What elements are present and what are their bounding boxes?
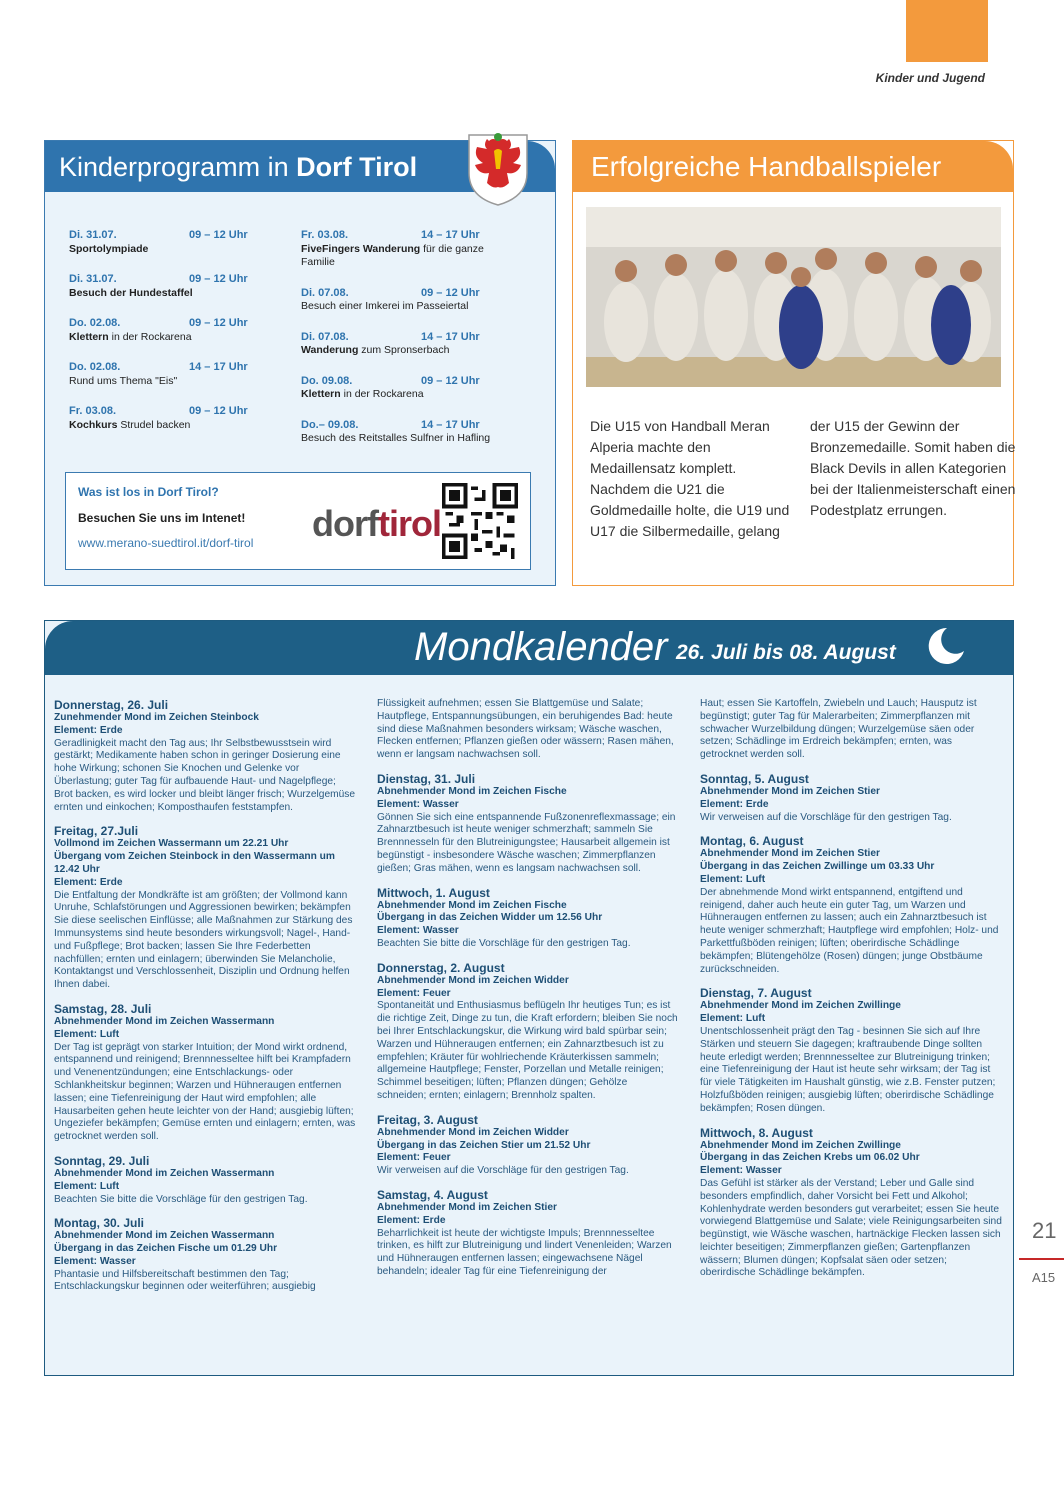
event-item: [69, 229, 279, 256]
info-visit: Besuchen Sie uns im Intenet!: [78, 511, 246, 525]
moon-day-text: Die Entfaltung der Mondkräfte ist am größten; der Vollmond kann Unruhe, Schlafstörungen und Aggressionen bewirken; bekämpfen Sie diese seelischen Einflüsse; alle Maßnahmen zur Stärkung des Immunsystems sind heute besonders wirkungsvoll; Nagel-, Hand- und Fußpflege; Brot backen; lassen Sie Ihre Federbetten nachfüllen; ernten und einlagern; überwinden Sie Melancholie, Kontaktangst und Verschlossenheit, Disziplin und Ordnung helfen Ihnen dabei.: [54, 889, 353, 991]
event-date: Di. 07.08.: [301, 286, 349, 299]
dorftirol-logo: [312, 503, 441, 545]
page-number: 21: [1032, 1218, 1057, 1243]
event-item: [301, 287, 511, 314]
kinderprogramm-title: [59, 152, 417, 183]
event-date: Do. 09.08.: [301, 374, 353, 387]
moon-day-subheading: Element: Feuer: [377, 987, 451, 999]
event-title: FiveFingers Wanderung: [301, 242, 421, 255]
event-text: für die ganze Familie: [301, 242, 484, 268]
moon-day-text: Wir verweisen auf die Vorschläge für den gestrigen Tag.: [377, 1165, 629, 1177]
qr-code-icon[interactable]: [442, 483, 518, 559]
event-title: Wanderung: [301, 344, 359, 356]
moon-day-entry: [377, 1188, 679, 1279]
title-prefix: Kinderprogramm in: [59, 152, 297, 182]
moon-day-subheading: Abnehmender Mond im Zeichen Fische: [377, 899, 567, 911]
moon-day-heading: Mittwoch, 8. August: [700, 1125, 813, 1140]
page-divider: [1019, 1258, 1064, 1260]
moon-day-text: Beachten Sie bitte die Vorschläge für den gestrigen Tag.: [377, 937, 631, 949]
moon-day-heading: Sonntag, 29. Juli: [54, 1153, 150, 1168]
moon-day-heading: Dienstag, 31. Juli: [377, 771, 476, 786]
moon-day-subheading: Element: Erde: [54, 724, 123, 736]
moon-day-subheading: Element: Erde: [700, 798, 769, 810]
handball-box: [572, 140, 1014, 586]
event-title: Besuch der Hundestaffel: [69, 286, 193, 299]
event-title: Klettern: [301, 388, 341, 400]
moon-day-subheading: Abnehmender Mond im Zeichen Wassermann: [54, 1015, 275, 1027]
section-label: Kinder und Jugend: [875, 71, 985, 85]
event-item: [301, 229, 511, 270]
moon-day-text: Wir verweisen auf die Vorschläge für den gestrigen Tag.: [700, 811, 952, 823]
event-time: 09 – 12 Uhr: [189, 273, 248, 285]
mondkalender-subtitle: 26. Juli bis 08. August: [676, 641, 896, 664]
moon-day-text: Geradlinigkeit macht den Tag aus; Ihr Selbstbewusstsein wird gestärkt; Medikamente haben schon in geringer Dosierung eine hohe Wirkung; schonen Sie Knochen und Gelenke vor Überlastung; guter Tag für aufbauende Haut- und Nagelpflege; Brot backen, es wird locker und bleibt länger frisch; Wurzelgemüse ernten und einkochen; Komposthaufen feststampfen.: [54, 737, 356, 813]
event-text: zum Spronserbach: [358, 344, 450, 356]
moon-day-subheading: Abnehmender Mond im Zeichen Widder: [377, 1126, 569, 1138]
event-title: Kochkurs: [69, 418, 118, 431]
events-left-column: [69, 229, 279, 449]
event-item: [69, 317, 279, 344]
moon-day-entry: [700, 772, 1002, 824]
moon-day-entry: [700, 986, 1002, 1115]
info-question: Was ist los in Dorf Tirol?: [78, 485, 219, 499]
event-title: Klettern: [69, 330, 109, 343]
moon-day-entry: [377, 698, 679, 762]
moon-day-heading: Freitag, 27.Juli: [54, 824, 139, 839]
event-time: 14 – 17 Uhr: [421, 229, 480, 241]
event-date: Di. 31.07.: [69, 273, 117, 285]
logo-part-a: dorf: [312, 503, 378, 544]
moon-day-entry: [377, 772, 679, 876]
event-date: Do.– 09.08.: [301, 418, 359, 431]
moon-day-text: Spontaneität und Enthusiasmus beflügeln Ihr heutiges Tun; es ist die richtige Zeit, Dinge zu tun, die Kraft erfordern; bleiben Sie noch bei Ihrer Entschlackungskur, die Wirkung wird bald spürbar sein; Warzen und Hühneraugen entfernen; ein Zahnarztbesuch ist zu empfehlen; Kräuter für wohlriechende Kräuterkissen sammeln; allgemeine Hautpflege; Fenster, Porzellan und Metalle reinigen; Schimmel beseitigen; lüften; Pflanzen düngen; Gehölze schneiden; ernten; einlagern; Brennholz spalten.: [377, 1000, 678, 1101]
moon-day-subheading: Element: Luft: [54, 1028, 120, 1040]
handball-text-right: der U15 der Gewinn der Bronzemedaille. Somit haben die Black Devils in allen Kategorien bei der Italienmeisterschaft einen Podestplatz errungen.: [810, 418, 1016, 518]
moon-day-subheading: Übergang in das Zeichen Fische um 01.29 Uhr: [54, 1243, 278, 1255]
moon-day-subheading: Übergang in das Zeichen Zwillinge um 03.33 Uhr: [700, 861, 935, 873]
moon-day-entry: [700, 698, 1002, 762]
event-time: 09 – 12 Uhr: [189, 405, 248, 417]
moon-day-entry: [377, 886, 679, 951]
page-code: A15: [1032, 1270, 1056, 1285]
event-date: Fr. 03.08.: [301, 229, 349, 241]
event-item: [301, 331, 511, 358]
event-item: [69, 273, 279, 300]
event-text: in der Rockarena: [340, 388, 424, 400]
event-time: 14 – 17 Uhr: [189, 361, 248, 373]
mondkalender-column-1: [54, 698, 356, 1304]
top-orange-tab: [906, 0, 988, 62]
moon-day-subheading: Abnehmender Mond im Zeichen Wassermann: [54, 1167, 275, 1179]
tirol-eagle-crest-icon: [465, 129, 531, 207]
moon-day-text: Phantasie und Hilfsbereitschaft bestimmen den Tag; Entschlackungskur beginnen oder weiterführen; ausgiebig: [54, 1268, 316, 1293]
moon-day-text: Beharrlichkeit ist heute der wichtigste Impuls; Brennnesseltee trinken, es hilft zur Blutreinigung und lindert Venenleiden; Warzen und Hühneraugen entfernen lassen; eingewachsene Nägel behandeln; idealer Tag für eine Tiefenreinigung der: [377, 1227, 672, 1277]
moon-day-text: Gönnen Sie sich eine entspannende Fußzonenreflexmassage; ein Zahnarztbesuch ist heute weniger schmerzhaft; sammeln Sie Brennnesseln für den Blutreinigungstee; Hausarbeit allgemein ist begünstigt - insbesondere Wäsche waschen; Zimmerpflanzen gießen; Gras mähen, wenn es langsam nachwachsen soll.: [377, 811, 676, 874]
event-date: Di. 31.07.: [69, 229, 117, 241]
logo-part-b: tirol: [377, 503, 441, 544]
moon-day-subheading: Element: Wasser: [377, 925, 459, 937]
moon-day-subheading: Element: Luft: [700, 1013, 766, 1025]
moon-day-text: Beachten Sie bitte die Vorschläge für den gestrigen Tag.: [54, 1193, 308, 1205]
moon-day-subheading: Element: Wasser: [54, 1255, 136, 1267]
event-date: Do. 02.08.: [69, 317, 121, 329]
moon-day-text: Haut; essen Sie Kartoffeln, Zwiebeln und Lauch; Hausputz ist begünstigt; guter Tag für Malerarbeiten; Zimmerpflanzen mit schwacher Wurzelbildung düngen; Wurzelgemüse säen oder setzen; Schädlinge im Erdreich bekämpfen; ernten, was getrocknet werden soll.: [700, 698, 977, 761]
handball-header: [573, 141, 1013, 192]
moon-day-text: Der abnehmende Mond wirkt entspannend, entgiftend und reinigend, daher auch heute ein guter Tag, um Warzen und Hühneraugen entfernen zu lassen; auch ein Zahnarztbesuch ist heute weniger schmerzhaft; Hautpflege wird empfohlen; Holz- und Parkettfußböden reinigen; lüften; oberirdische Schädlinge bekämpfen; Blütengehölze (Rosen) düngen; junge Obstbäume zurückschneiden.: [700, 886, 999, 975]
event-item: [69, 361, 279, 388]
event-item: [301, 419, 511, 446]
info-url-link[interactable]: www.merano-suedtirol.it/dorf-tirol: [78, 536, 254, 550]
handball-title: Erfolgreiche Handballspieler: [591, 151, 942, 182]
moon-day-subheading: Abnehmender Mond im Zeichen Widder: [377, 974, 569, 986]
moon-day-heading: Donnerstag, 26. Juli: [54, 698, 169, 712]
event-time: 09 – 12 Uhr: [189, 317, 248, 329]
handball-text-left: Die U15 von Handball Meran Alperia machte den Medaillensatz komplett. Nachdem die U21 die Goldmedaille holte, die U19 und U17 die Silbermedaille, gelang: [590, 418, 790, 539]
moon-day-entry: [54, 698, 356, 814]
moon-day-subheading: Element: Wasser: [700, 1165, 782, 1177]
event-time: 09 – 12 Uhr: [421, 286, 480, 299]
moon-day-subheading: Abnehmender Mond im Zeichen Wassermann: [54, 1230, 275, 1242]
event-text: Strudel backen: [117, 418, 191, 431]
mondkalender-column-2: [377, 698, 679, 1289]
moon-day-entry: [54, 1002, 356, 1144]
moon-day-subheading: Element: Luft: [54, 1180, 120, 1192]
moon-day-subheading: Element: Feuer: [377, 1152, 451, 1164]
kinderprogramm-box: [44, 140, 556, 586]
event-date: Do. 02.08.: [69, 361, 121, 373]
moon-day-subheading: Zunehmender Mond im Zeichen Steinbock: [54, 712, 259, 723]
moon-day-text: Unentschlossenheit prägt den Tag - besinnen Sie sich auf Ihre Stärken und steuern Sie dagegen; kraftraubende Dinge sollten heute erledigt werden; Brennnesseltee zur Blutreinigung trinken; eine Tiefenreinigung der Haut ist heute sehr wirksam; der Tag ist für viele Tätigkeiten im Haushalt günstig, wie z.B. Fenster putzen; Holzfußböden reinigen; ausgiebig lüften; oberirdische Schädlinge bekämpfen; Rosen düngen.: [700, 1025, 996, 1114]
moon-day-entry: [54, 824, 356, 992]
event-item: [301, 375, 511, 402]
mondkalender-box: [44, 620, 1014, 1376]
moon-day-subheading: Übergang in das Zeichen Stier um 21.52 Uhr: [377, 1139, 591, 1151]
moon-day-subheading: Übergang in das Zeichen Widder um 12.56 Uhr: [377, 912, 603, 924]
moon-day-subheading: Element: Erde: [377, 1214, 446, 1226]
moon-day-subheading: Element: Erde: [54, 876, 123, 888]
moon-day-entry: [54, 1154, 356, 1206]
moon-day-subheading: Element: Wasser: [377, 798, 459, 810]
moon-day-entry: [700, 834, 1002, 976]
moon-day-subheading: Abnehmender Mond im Zeichen Zwillinge: [700, 1000, 901, 1012]
mondkalender-title: Mondkalender: [414, 625, 668, 669]
moon-day-entry: [377, 1113, 679, 1178]
moon-day-heading: Samstag, 4. August: [377, 1187, 488, 1202]
crescent-moon-icon: [925, 625, 967, 667]
event-text: Besuch des Reitstalles Sulfner in Hafling: [301, 432, 491, 444]
moon-day-heading: Montag, 6. August: [700, 834, 804, 849]
event-text: in der Rockarena: [108, 330, 192, 343]
event-time: 09 – 12 Uhr: [421, 374, 480, 387]
event-time: 09 – 12 Uhr: [189, 229, 248, 241]
moon-day-entry: [700, 1126, 1002, 1281]
events-right-column: [301, 229, 511, 463]
moon-day-subheading: Abnehmender Mond im Zeichen Stier: [377, 1201, 558, 1213]
moon-day-heading: Freitag, 3. August: [377, 1112, 478, 1127]
mondkalender-column-3: [700, 698, 1002, 1290]
moon-day-heading: Donnerstag, 2. August: [377, 960, 505, 975]
mondkalender-header: [45, 621, 1013, 675]
moon-day-heading: Montag, 30. Juli: [54, 1216, 145, 1231]
title-bold: Dorf Tirol: [296, 152, 418, 182]
event-text: Besuch einer Imkerei im Passeiertal: [301, 300, 469, 312]
moon-day-subheading: Vollmond im Zeichen Wassermann um 22.21 Uhr: [54, 838, 289, 850]
event-time: 14 – 17 Uhr: [421, 330, 480, 343]
moon-day-subheading: Übergang in das Zeichen Krebs um 06.02 Uhr: [700, 1152, 920, 1164]
moon-day-heading: Mittwoch, 1. August: [377, 885, 490, 900]
moon-day-subheading: Abnehmender Mond im Zeichen Stier: [700, 785, 881, 797]
moon-day-text: Flüssigkeit aufnehmen; essen Sie Blattgemüse und Salate; Hautpflege, Entspannungsübungen, ein beruhigendes Bad: heute sind diese Maßnahmen besonders wirksam; Wäsche waschen, Flecken entfernen; Pflanzen gießen oder wässern; Rasen mähen, wenn er langsam nachwachsen soll.: [377, 698, 674, 761]
moon-day-subheading: Element: Luft: [700, 873, 766, 885]
event-time: 14 – 17 Uhr: [421, 418, 480, 431]
moon-day-text: Das Gefühl ist stärker als der Verstand; Leber und Galle sind besonders empfindlich, daher Vorsicht bei Fett und Alkohol; Kohlenhydrate werden besonders gut verarbeitet; essen Sie heute vorwiegend Blattgemüse und Salate; viele Reinigungsarbeiten sind begünstigt, wie Wäsche waschen, hartnäckige Flecken lassen sich leichter beseitigen; Zimmerpflanzen gießen; Gartenpflanzen wässern; Blumen düngen; Kopfsalat säen oder setzen; oberirdische Schädlinge bekämpfen.: [700, 1177, 1002, 1279]
info-box: [65, 472, 531, 570]
event-item: [69, 405, 279, 432]
team-photo: [586, 207, 1001, 387]
moon-day-entry: [54, 1216, 356, 1294]
event-date: Fr. 03.08.: [69, 405, 117, 417]
moon-day-subheading: Abnehmender Mond im Zeichen Stier: [700, 848, 881, 860]
event-date: Di. 07.08.: [301, 330, 349, 343]
moon-day-heading: Sonntag, 5. August: [700, 771, 809, 786]
event-title: Sportolympiade: [69, 242, 149, 255]
moon-day-subheading: Abnehmender Mond im Zeichen Fische: [377, 785, 567, 797]
moon-day-subheading: Übergang vom Zeichen Steinbock in den Wassermann um 12.42 Uhr: [54, 851, 335, 875]
event-text: Rund ums Thema "Eis": [69, 374, 178, 387]
moon-day-heading: Dienstag, 7. August: [700, 986, 812, 1001]
moon-day-subheading: Abnehmender Mond im Zeichen Zwillinge: [700, 1139, 901, 1151]
moon-day-entry: [377, 961, 679, 1103]
moon-day-heading: Samstag, 28. Juli: [54, 1001, 152, 1016]
moon-day-text: Der Tag ist geprägt von starker Intuition; der Mond wirkt ordnend, entspannend und reinigend; Brennnesseltee hilft bei Krampfadern und Venenentzündungen; eine Entschlackungs- oder Schlankheitskur beginnen; Warzen und Hühneraugen entfernen lassen; eine Tiefenreinigung der Haut wird empfohlen; alle Hausarbeiten gehen heute leichter von der Hand; ausgiebig lüften; Ungeziefer bekämpfen; Gemüse ernten und einlagern; ernten, was getrocknet werden soll.: [54, 1041, 356, 1143]
